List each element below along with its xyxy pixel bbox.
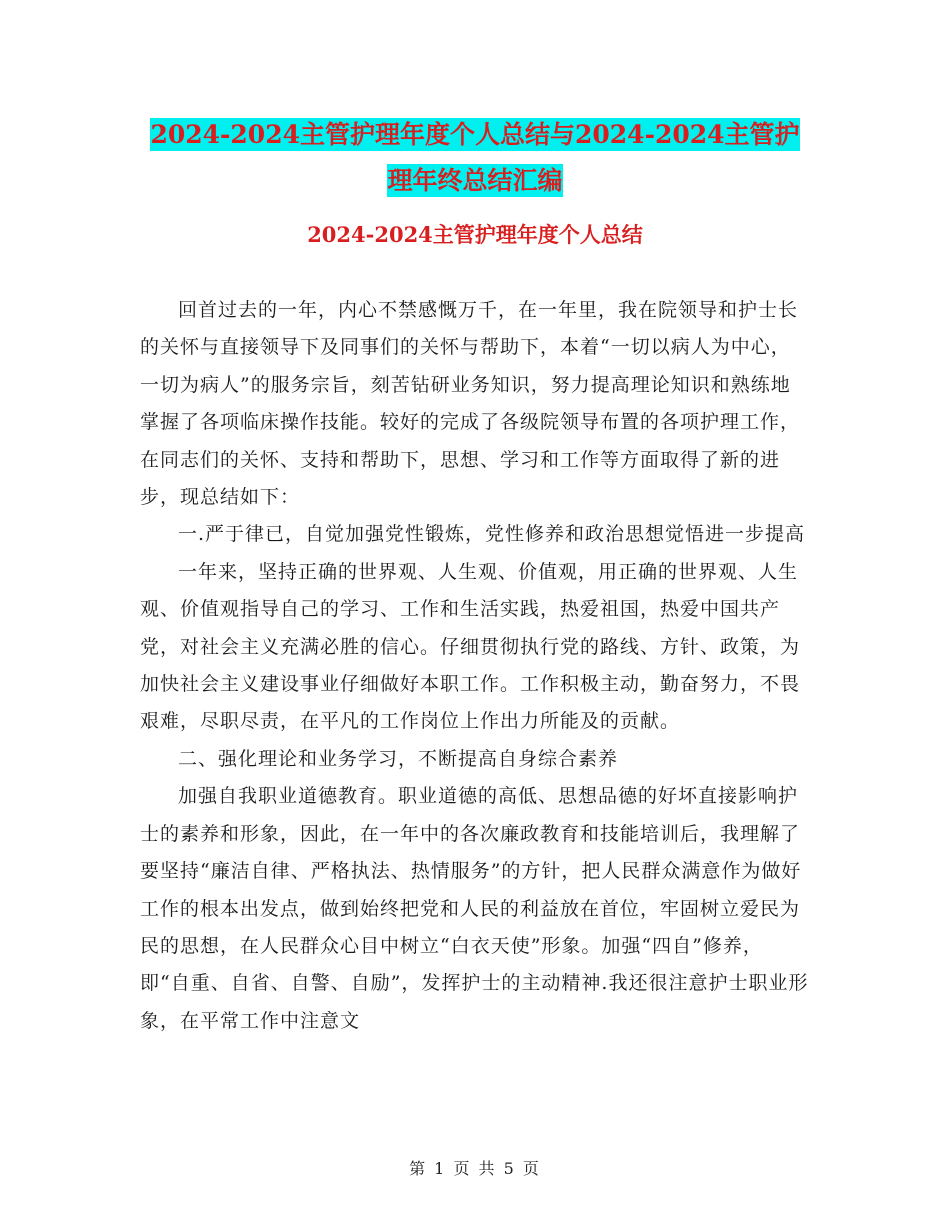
page-number: 第 1 页 共 5 页 xyxy=(409,1159,541,1178)
paragraph: 二、强化理论和业务学习，不断提高自身综合素养 xyxy=(178,747,619,770)
title-line-1: 2024-2024主管护理年度个人总结与2024-2024主管护 xyxy=(150,120,800,149)
paragraph: 一.严于律已，自觉加强党性锻炼，党性修养和政治思想觉悟进一步提高 xyxy=(178,523,806,546)
document-body xyxy=(140,292,810,1040)
document-title xyxy=(0,112,950,204)
paragraph: 加强自我职业道德教育。职业道德的高低、思想品德的好坏直接影响护士的素养和形象，因此，在一年中的各次廉政教育和技能培训后，我理解了要坚持“廉洁自律、严格执法、热情服务”的方针，把人民群众满意作为做好工作的根本出发点，做到始终把党和人民的利益放在首位，牢固树立爱民为民的思想，在人民群众心目中树立“白衣天使”形象。加强“四自”修养，即“自重、自省、自警、自励”，发挥护士的主动精神.我还很注意护士职业形象，在平常工作中注意文 xyxy=(140,785,809,1032)
paragraph: 回首过去的一年，内心不禁感慨万千，在一年里，我在院领导和护士长的关怀与直接领导下及同事们的关怀与帮助下，本着“一切以病人为中心，一切为病人”的服务宗旨，刻苦钻研业务知识，努力提高理论知识和熟练地掌握了各项临床操作技能。较好的完成了各级院领导布置的各项护理工作，在同志们的关怀、支持和帮助下，思想、学习和工作等方面取得了新的进步，现总结如下： xyxy=(140,299,801,509)
paragraph: 一年来，坚持正确的世界观、人生观、价值观，用正确的世界观、人生观、价值观指导自己的学习、工作和生活实践，热爱祖国，热爱中国共产党，对社会主义充满必胜的信心。仔细贯彻执行党的路线、方针、政策，为加快社会主义建设事业仔细做好本职工作。工作积极主动，勤奋努力，不畏艰难，尽职尽责，在平凡的工作岗位上作出力所能及的贡献。 xyxy=(140,560,801,733)
section-heading: 2024-2024主管护理年度个人总结 xyxy=(307,222,643,247)
title-line-2: 理年终总结汇编 xyxy=(387,166,563,195)
